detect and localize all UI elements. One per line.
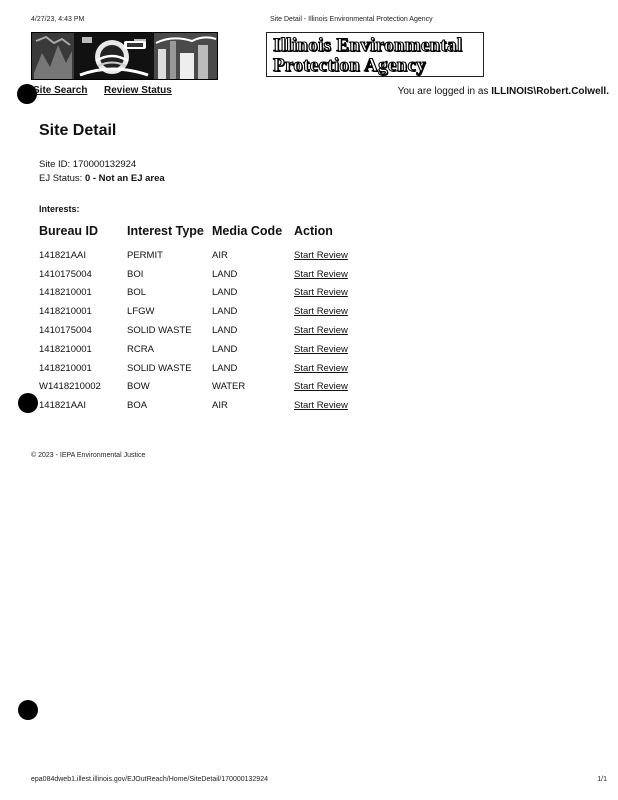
bureau-id-cell: 141821AAI [39,249,87,261]
start-review-link[interactable]: Start Review [294,362,348,374]
punch-hole-bottom [18,700,38,720]
interest-type-cell: BOI [127,268,144,280]
column-header-action: Action [294,224,333,238]
print-datetime: 4/27/23, 4:43 PM [31,16,85,23]
start-review-link[interactable]: Start Review [294,343,348,355]
agency-wordmark [266,32,484,77]
table-row [39,321,374,340]
media-code-cell: LAND [212,287,238,299]
interest-type-cell: LFGW [127,306,155,318]
start-review-link[interactable]: Start Review [294,381,348,393]
table-row [39,359,374,378]
punch-hole-middle [18,393,38,413]
ej-status-label: EJ Status: [39,173,85,184]
interests-header-row [39,224,374,246]
site-id-value: 170000132924 [72,159,137,170]
agency-name-line1: Illinois Environmental [273,35,463,56]
start-review-link[interactable]: Start Review [294,400,348,412]
start-review-link[interactable]: Start Review [294,268,348,280]
media-code-cell: AIR [212,249,228,261]
bureau-id-cell: 1418210001 [39,362,92,374]
page-title: Site Detail [39,122,117,139]
interest-type-cell: SOLID WASTE [127,362,192,374]
start-review-link[interactable]: Start Review [294,325,348,337]
table-row [39,340,374,359]
ej-status-line [39,173,165,184]
interests-table [39,224,374,415]
interest-type-cell: BOA [127,400,148,412]
nav-site-search-link[interactable]: Site Search [33,85,88,96]
copyright-notice: © 2023 - IEPA Environmental Justice [31,452,146,459]
media-code-cell: LAND [212,306,238,318]
table-row [39,284,374,303]
interest-type-cell: BOW [127,381,150,393]
bureau-id-cell: 1418210001 [39,306,92,318]
login-prefix: You are logged in as [397,86,492,97]
table-row [39,396,374,415]
print-page-title: Site Detail - Illinois Environmental Protection Agency [270,16,433,23]
start-review-link[interactable]: Start Review [294,306,348,318]
column-header-media-code: Media Code [212,224,283,238]
table-row [39,246,374,265]
media-code-cell: LAND [212,325,238,337]
agency-name-line2: Protection Agency [273,55,427,76]
bureau-id-cell: 1418210001 [39,343,92,355]
column-header-bureau-id: Bureau ID [39,224,99,238]
login-status [398,86,609,97]
media-code-cell: LAND [212,343,238,355]
interest-type-cell: SOLID WASTE [127,325,192,337]
ej-status-value: 0 - Not an EJ area [84,173,165,184]
bureau-id-cell: 1418210001 [39,287,92,299]
interests-label: Interests: [39,204,80,214]
column-header-interest-type: Interest Type [127,224,204,238]
table-row [39,265,374,284]
print-page-number: 1/1 [597,776,607,783]
iepa-logo-icon [32,33,217,79]
media-code-cell: AIR [212,400,228,412]
iepa-logo-image [31,32,218,80]
interest-type-cell: PERMIT [127,249,163,261]
bureau-id-cell: 141821AAI [39,400,87,412]
table-row [39,378,374,397]
login-user: ILLINOIS\Robert.Colwell. [491,86,609,97]
bureau-id-cell: 1410175004 [39,325,92,337]
start-review-link[interactable]: Start Review [294,287,348,299]
print-url: epa084dweb1.illest.illinois.gov/EJOutReach/Home/SiteDetail/170000132924 [31,776,268,783]
site-id-line [39,159,136,170]
bureau-id-cell: 1410175004 [39,268,92,280]
media-code-cell: WATER [212,381,246,393]
table-row [39,302,374,321]
start-review-link[interactable]: Start Review [294,249,348,261]
bureau-id-cell: W1418210002 [39,381,101,393]
nav-review-status-link[interactable]: Review Status [104,85,172,96]
interest-type-cell: RCRA [127,343,154,355]
site-id-label: Site ID: [39,159,73,170]
media-code-cell: LAND [212,362,238,374]
interest-type-cell: BOL [127,287,147,299]
media-code-cell: LAND [212,268,238,280]
